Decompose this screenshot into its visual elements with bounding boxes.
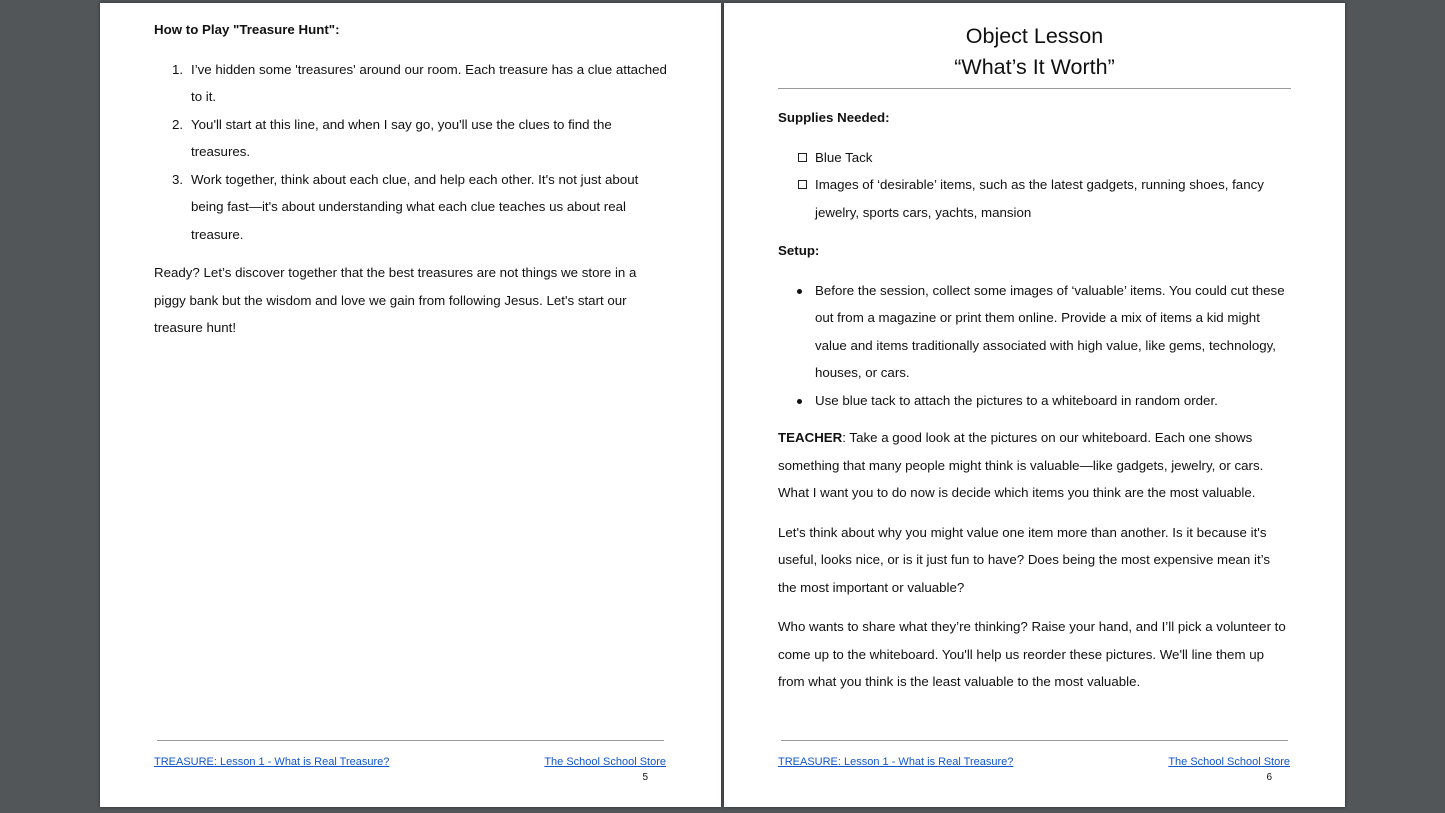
teacher-text: : Take a good look at the pictures on our whiteboard. Each one shows something that many people might think is valuable—like gadgets, jewelry, or cars. What I want you to do now is decide which items you think are the most valuable.: [778, 430, 1264, 500]
step-number: 3.: [172, 171, 184, 187]
title-divider: [778, 88, 1291, 89]
page-5-content: [154, 3, 667, 342]
setup-list: [778, 277, 1291, 415]
value-reasoning-paragraph: Let's think about why you might value one item more than another. Is it because it's useful, looks nice, or is it just fun to have? Does being the most expensive mean it’s the most important or valuable?: [778, 524, 1271, 595]
checkbox-icon: [798, 153, 807, 162]
page-6-content: [778, 3, 1291, 696]
closing-paragraph: Ready? Let’s discover together that the best treasures are not things we store in a piggy bank but the wisdom and love we gain from following Jesus. Let's start our treasure hunt!: [154, 265, 637, 335]
footer-lesson-link[interactable]: TREASURE: Lesson 1 - What is Real Treasure?: [154, 756, 390, 768]
setup-heading: Setup:: [778, 243, 820, 258]
page-5: [100, 3, 721, 807]
list-item: [778, 171, 1291, 226]
bullet-icon: [797, 399, 802, 404]
footer-store-link[interactable]: The School School Store: [1168, 756, 1290, 768]
setup-text: Use blue tack to attach the pictures to a whiteboard in random order.: [815, 392, 1218, 408]
step-text: You'll start at this line, and when I say go, you'll use the clues to find the treasures.: [191, 116, 612, 159]
footer-divider: [157, 740, 664, 741]
page-number: 6: [1266, 772, 1272, 783]
page-6: [724, 3, 1345, 807]
list-item: [778, 387, 1291, 415]
supply-text: Images of ‘desirable’ items, such as the latest gadgets, running shoes, fancy jewelry, sports cars, yachts, mansion: [815, 177, 1264, 220]
supplies-heading: Supplies Needed:: [778, 110, 890, 125]
steps-list: [154, 56, 667, 249]
supply-text: Blue Tack: [815, 149, 873, 165]
teacher-label: TEACHER: [778, 430, 843, 445]
step-text: I’ve hidden some 'treasures' around our room. Each treasure has a clue attached to it.: [191, 61, 667, 104]
footer-divider: [781, 740, 1288, 741]
checkbox-icon: [798, 180, 807, 189]
list-item: [778, 144, 1291, 172]
title-line-1: Object Lesson: [965, 24, 1104, 48]
step-text: Work together, think about each clue, and help each other. It's not just about being fast—it's about understanding what each clue teaches us about real treasure.: [191, 171, 639, 242]
list-item: [778, 277, 1291, 387]
footer-store-link[interactable]: The School School Store: [544, 756, 666, 768]
bullet-icon: [797, 289, 802, 294]
page-number: 5: [642, 772, 648, 783]
list-item: [154, 56, 667, 111]
title-line-2: “What’s It Worth”: [954, 55, 1115, 79]
setup-text: Before the session, collect some images of ‘valuable’ items. You could cut these out from a magazine or print them online. Provide a mix of items a kid might value and items traditionally associated with high value, like gems, technology, houses, or cars.: [815, 282, 1285, 380]
footer-lesson-link[interactable]: TREASURE: Lesson 1 - What is Real Treasure?: [778, 756, 1014, 768]
step-number: 2.: [172, 116, 184, 132]
list-item: [154, 111, 667, 166]
how-to-play-heading: How to Play "Treasure Hunt":: [154, 22, 340, 37]
list-item: [154, 166, 667, 249]
supplies-list: [778, 144, 1291, 227]
step-number: 1.: [172, 61, 184, 77]
volunteer-paragraph: Who wants to share what they’re thinking? Raise your hand, and I’ll pick a volunteer to come up to the whiteboard. You'll help us reorder these pictures. We'll line them up from what you think is the least valuable to the most valuable.: [778, 619, 1286, 689]
page-title: [778, 21, 1291, 83]
teacher-paragraph: [778, 424, 1291, 507]
